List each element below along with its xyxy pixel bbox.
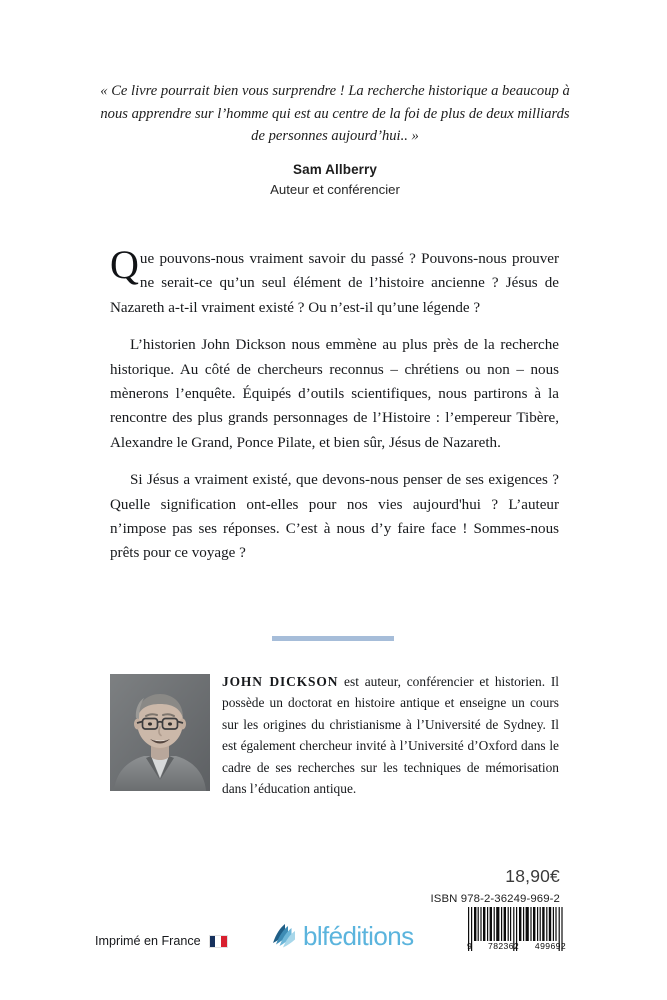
endorsement-block [100, 80, 570, 197]
barcode-digits-mid: 782362 [488, 941, 520, 951]
author-bio-body: est auteur, conférencier et historien. Il possède un doctorat en histoire antique et enseigne un cours sur les origines du christianisme à l’Université de Sydney. Il est également chercheur invité à l’Université d’Oxford dans le cadre de ses recherches sur les techniques de mémorisation dans l’éducation antique. [222, 674, 559, 797]
endorser-role: Auteur et conférencier [270, 181, 400, 197]
blurb-paragraph-1 [110, 242, 559, 320]
barcode-digit-left: 9 [467, 941, 473, 951]
blurb-paragraph-3: Si Jésus a vraiment existé, que devons-nous penser de ses exigences ? Quelle signification ont-elles pour nos vies aujourd'hui ? L’auteur n’impose pas ses réponses. C’est à nous d’y faire face ! Sommes-nous prêts pour ce voyage ? [110, 472, 559, 562]
barcode-digits [466, 941, 567, 951]
isbn-label: ISBN 978-2-36249-969-2 [430, 893, 560, 905]
author-bio-block [110, 671, 559, 799]
barcode-digits-right: 499692 [534, 941, 566, 951]
endorser-name: Sam Allberry [293, 161, 377, 177]
section-divider [272, 636, 394, 641]
printed-in-france-label: Imprimé en France [95, 934, 201, 948]
blurb-paragraph-1-text: ue pouvons-nous vraiment savoir du passé ? Pouvons-nous prouver ne serait-ce qu’un seul élément de l’histoire ancienne ? Jésus de Nazareth a-t-il vraiment existé ? Ou n’est-il qu’une légende ? [110, 251, 559, 316]
author-portrait-photo [110, 674, 210, 791]
drop-cap: Q [110, 242, 139, 287]
price-label: 18,90€ [505, 866, 560, 886]
open-book-icon [271, 922, 297, 950]
french-flag-icon [209, 935, 228, 948]
back-cover-blurb [110, 242, 559, 566]
endorsement-quote: « Ce livre pourrait bien vous surprendre ! La recherche historique a beaucoup à nous apprendre sur l’homme qui est au centre de la foi de plus de deux milliards de personnes aujourd’hui.. » [100, 83, 570, 144]
publisher-name: blféditions [303, 921, 414, 951]
publisher-logo [271, 922, 413, 950]
blurb-paragraph-2: L’historien John Dickson nous emmène au plus près de la recherche historique. Au côté de chercheurs reconnus – chrétiens ou non – nous mènerons l’enquête. Équipés d’outils scientifiques, nous partirons à la rencontre des plus grands personnages de l’Histoire : l’empereur Tibère, Alexandre le Grand, Ponce Pilate, et bien sûr, Jésus de Nazareth. [110, 337, 559, 451]
author-name: JOHN DICKSON [222, 674, 339, 689]
printed-in-france [95, 934, 228, 948]
